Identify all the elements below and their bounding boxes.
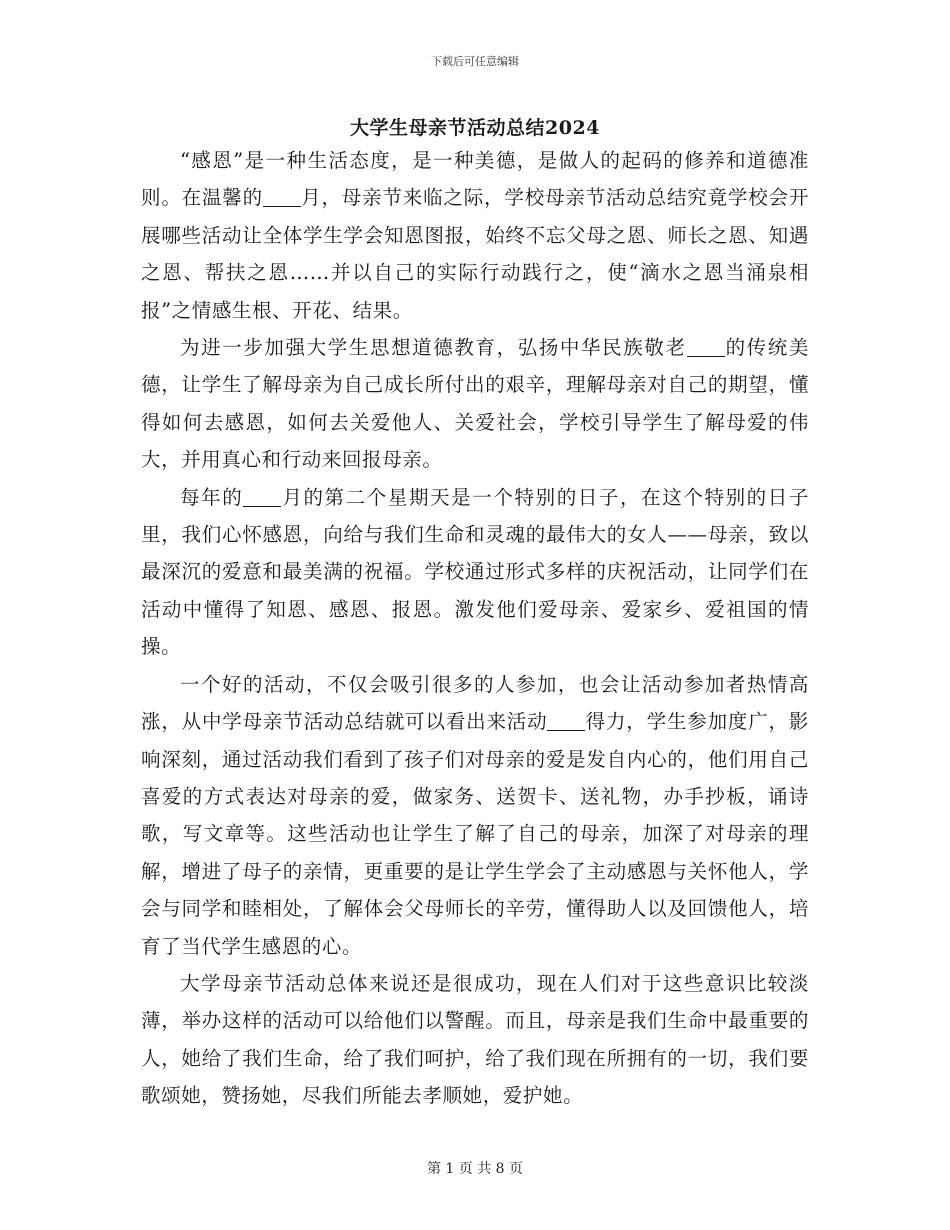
page-indicator: 第 1 页 共 8 页 [426, 1161, 524, 1177]
paragraph-3 [141, 479, 809, 666]
paragraph-1-part-a: “感恩”是一种生活态度，是一种美德，是做人的起码的修养和道德准则。在温馨的 [141, 149, 809, 210]
paragraph-5: 大学母亲节活动总体来说还是很成功，现在人们对于这些意识比较淡薄，举办这样的活动可以给他们以警醒。而且，母亲是我们生命中最重要的人，她给了我们生命，给了我们呵护，给了我们现在所拥有的一切，我们要歌颂她，赞扬她，尽我们所能去孝顺她，爱护她。 [141, 971, 809, 1108]
paragraph-4-part-b: 得力，学生参加度广，影响深刻，通过活动我们看到了孩子们对母亲的爱是发自内心的，他们用自己喜爱的方式表达对母亲的爱，做家务、送贺卡、送礼物，办手抄板，诵诗歌，写文章等。这些活动也让学生了解了自己的母亲，加深了对母亲的理解，增进了母子的亲情，更重要的是让学生学会了主动感恩与关怀他人，学会与同学和睦相处，了解体会父母师长的辛劳，懂得助人以及回馈他人，培育了当代学生感恩的心。 [141, 710, 809, 958]
document-title: 大学生母亲节活动总结2024 [350, 117, 600, 139]
fill-in-blank [687, 337, 725, 358]
paragraph-1 [141, 142, 809, 329]
paragraph-1-part-b: 月，母亲节来临之际，学校母亲节活动总结究竟学校会开展哪些活动让全体学生学会知恩图报，始终不忘父母之恩、师长之恩、知遇之恩、帮扶之恩……并以自己的实际行动践行之，使“滴水之恩当涌泉相报”之情感生根、开花、结果。 [141, 186, 809, 322]
document-body [141, 142, 809, 1115]
paragraph-2 [141, 329, 809, 479]
fill-in-blank [263, 187, 301, 208]
header-note: 下载后可任意编辑 [431, 55, 519, 68]
fill-in-blank [243, 486, 281, 507]
paragraph-2-part-a: 为进一步加强大学生思想道德教育，弘扬中华民族敬老 [180, 336, 687, 360]
paragraph-2-part-b: 的传统美德，让学生了解母亲为自己成长所付出的艰辛，理解母亲对自己的期望，懂得如何去感恩，如何去关爱他人、关爱社会，学校引导学生了解母爱的伟大，并用真心和行动来回报母亲。 [141, 336, 809, 472]
paragraph-3-part-a: 每年的 [180, 485, 244, 509]
paragraph-4-part-a: 一个好的活动，不仅会吸引很多的人参加，也会让活动参加者热情高涨，从中学母亲节活动总结就可以看出来活动 [141, 672, 809, 734]
paragraph-3-part-b: 月的第二个星期天是一个特别的日子，在这个特别的日子里，我们心怀感恩，向给与我们生命和灵魂的最伟大的女人——母亲，致以最深沉的爱意和最美满的祝福。学校通过形式多样的庆祝活动，让同学们在活动中懂得了知恩、感恩、报恩。激发他们爱母亲、爱家乡、爱祖国的情操。 [141, 485, 809, 659]
fill-in-blank [547, 711, 585, 732]
paragraph-4 [141, 666, 809, 965]
